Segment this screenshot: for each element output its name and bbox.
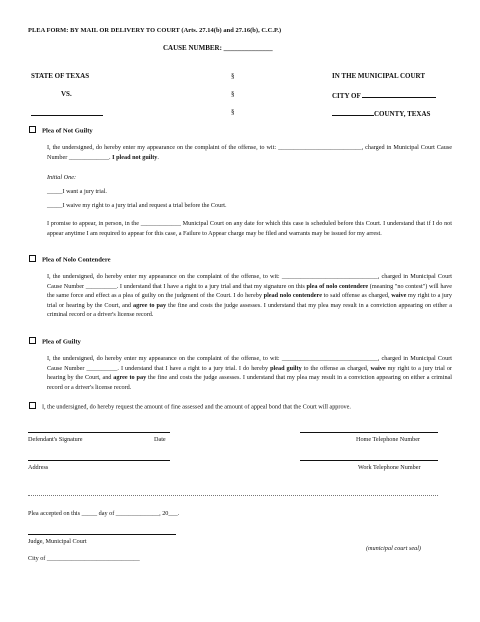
county-texas-text: COUNTY, TEXAS [374,110,431,118]
defendant-signature-line[interactable] [28,432,170,433]
court-name: IN THE MUNICIPAL COURT [332,72,426,80]
not-guilty-heading-text: Plea of Not Guilty [42,127,93,135]
guilty-t2: plead guilty [270,364,302,372]
nolo-t3: (meaning "no contest") will have the same force and effect as a plea of guilty on the judgment of the Court. I do hereby [47,282,453,300]
judge-label: Judge, Municipal Court [28,538,87,545]
nolo-t7: my right to a jury trial or hearing by the Court, and [47,292,452,309]
nolo-heading [29,255,111,264]
defendant-signature-label: Defendant's Signature [28,436,83,443]
nolo-t6: waive [391,292,407,300]
initial-one-label: Initial One: [47,174,77,181]
appearance-promise: I promise to appear, in person, in the _____________ Municipal Court on any date for which this case is scheduled before this Court. I understand that if I do not appear anytime I am required to appear for this case, a Failure to Appear charge may be filed and warrants may be issued for my arrest. [47,220,452,237]
appeal-checkbox[interactable] [29,402,36,409]
section-symbol-3: § [231,108,235,116]
form-title: PLEA FORM: BY MAIL OR DELIVERY TO COURT (Arts. 27.14(b) and 27.16(b), C.C.P.) [28,27,282,34]
not-guilty-heading [29,126,93,135]
home-phone-label: Home Telephone Number [356,436,421,443]
versus-label: VS. [61,90,72,98]
nolo-t1: I, the undersigned, do hereby enter my appearance on the complaint of the offense, to wit: _______________________________, charged in Municipal Court Cause Number __________. I understand that I have a right to a jury trial and that my signature on this [47,273,452,290]
guilty-heading [29,337,81,346]
address-label: Address [28,464,49,471]
waive-jury-option[interactable]: _____I waive my right to a jury trial and request a trial before the Court. [47,202,227,209]
cause-number-label: CAUSE NUMBER: [163,44,222,52]
county-label [332,108,430,118]
section-symbol-2: § [231,90,235,98]
nolo-text [47,272,452,320]
nolo-checkbox[interactable] [29,255,36,262]
city-of-text: CITY OF [332,92,361,100]
court-seal-label: (municipal court seal) [366,545,421,552]
cause-number-blank[interactable]: ______________ [223,44,273,52]
not-guilty-statement: I plead not guilty [112,153,158,161]
guilty-t4: waive [370,364,386,372]
nolo-t2: plea of nolo contendere [306,282,369,290]
guilty-t7: the fine and costs the judge assesses. I understand that my plea may result in a conviction appearing on either a criminal record or a driver's license record. [47,374,453,391]
plea-accepted-line[interactable]: Plea accepted on this _____ day of ______________, 20___. [28,510,180,517]
not-guilty-text-c: . [157,153,159,161]
nolo-t5: to said offense as charged, [321,292,392,300]
nolo-t4: plead nolo contendere [263,292,322,300]
guilty-checkbox[interactable] [29,337,36,344]
guilty-t6: agree to pay [113,374,147,382]
appeal-text: I, the undersigned, do hereby request the amount of fine assessed and the amount of appeal bond that the Court will approve. [42,403,351,411]
nolo-heading-text: Plea of Nolo Contendere [42,256,111,264]
nolo-t8: agree to pay [133,301,167,309]
not-guilty-text-a: I, the undersigned, do hereby enter my appearance on the complaint of the offense, to wit: ___________________________, charged in Municipal Court Cause Number _____________. [47,144,452,161]
dotted-divider [28,495,438,496]
judge-signature-line[interactable] [28,534,176,535]
date-label: Date [154,436,166,443]
work-phone-line[interactable] [300,460,438,461]
guilty-text [47,354,452,392]
not-guilty-checkbox[interactable] [29,126,36,133]
work-phone-label: Work Telephone Number [358,464,421,471]
guilty-t1: I, the undersigned, do hereby enter my appearance on the complaint of the offense, to wit: _______________________________, charged in Municipal Court Cause Number __________. I understand that I have a right to a jury trial. I do hereby [47,355,452,372]
home-phone-line[interactable] [300,432,438,433]
cause-number [163,44,273,52]
city-name-line[interactable] [362,90,436,98]
defendant-name-line[interactable] [31,115,103,116]
jury-trial-option[interactable]: _____I want a jury trial. [47,188,107,195]
city-of-label [332,90,436,100]
guilty-t5: my right to a jury trial or hearing by the Court, and [47,364,452,382]
nolo-t9: the fine and costs the judge assesses. I understand that my plea may result in a conviction appearing on either a criminal record or a driver's license record. [47,301,452,319]
guilty-t3: to the offense as charged, [301,364,371,372]
court-city-line[interactable]: City of ______________________________ [28,555,140,562]
state-of-texas: STATE OF TEXAS [31,72,90,80]
not-guilty-text [47,143,452,162]
county-name-line[interactable] [332,108,374,116]
guilty-heading-text: Plea of Guilty [42,338,81,346]
appeal-request [29,402,351,411]
section-symbol-1: § [231,72,235,80]
address-line[interactable] [28,460,170,461]
